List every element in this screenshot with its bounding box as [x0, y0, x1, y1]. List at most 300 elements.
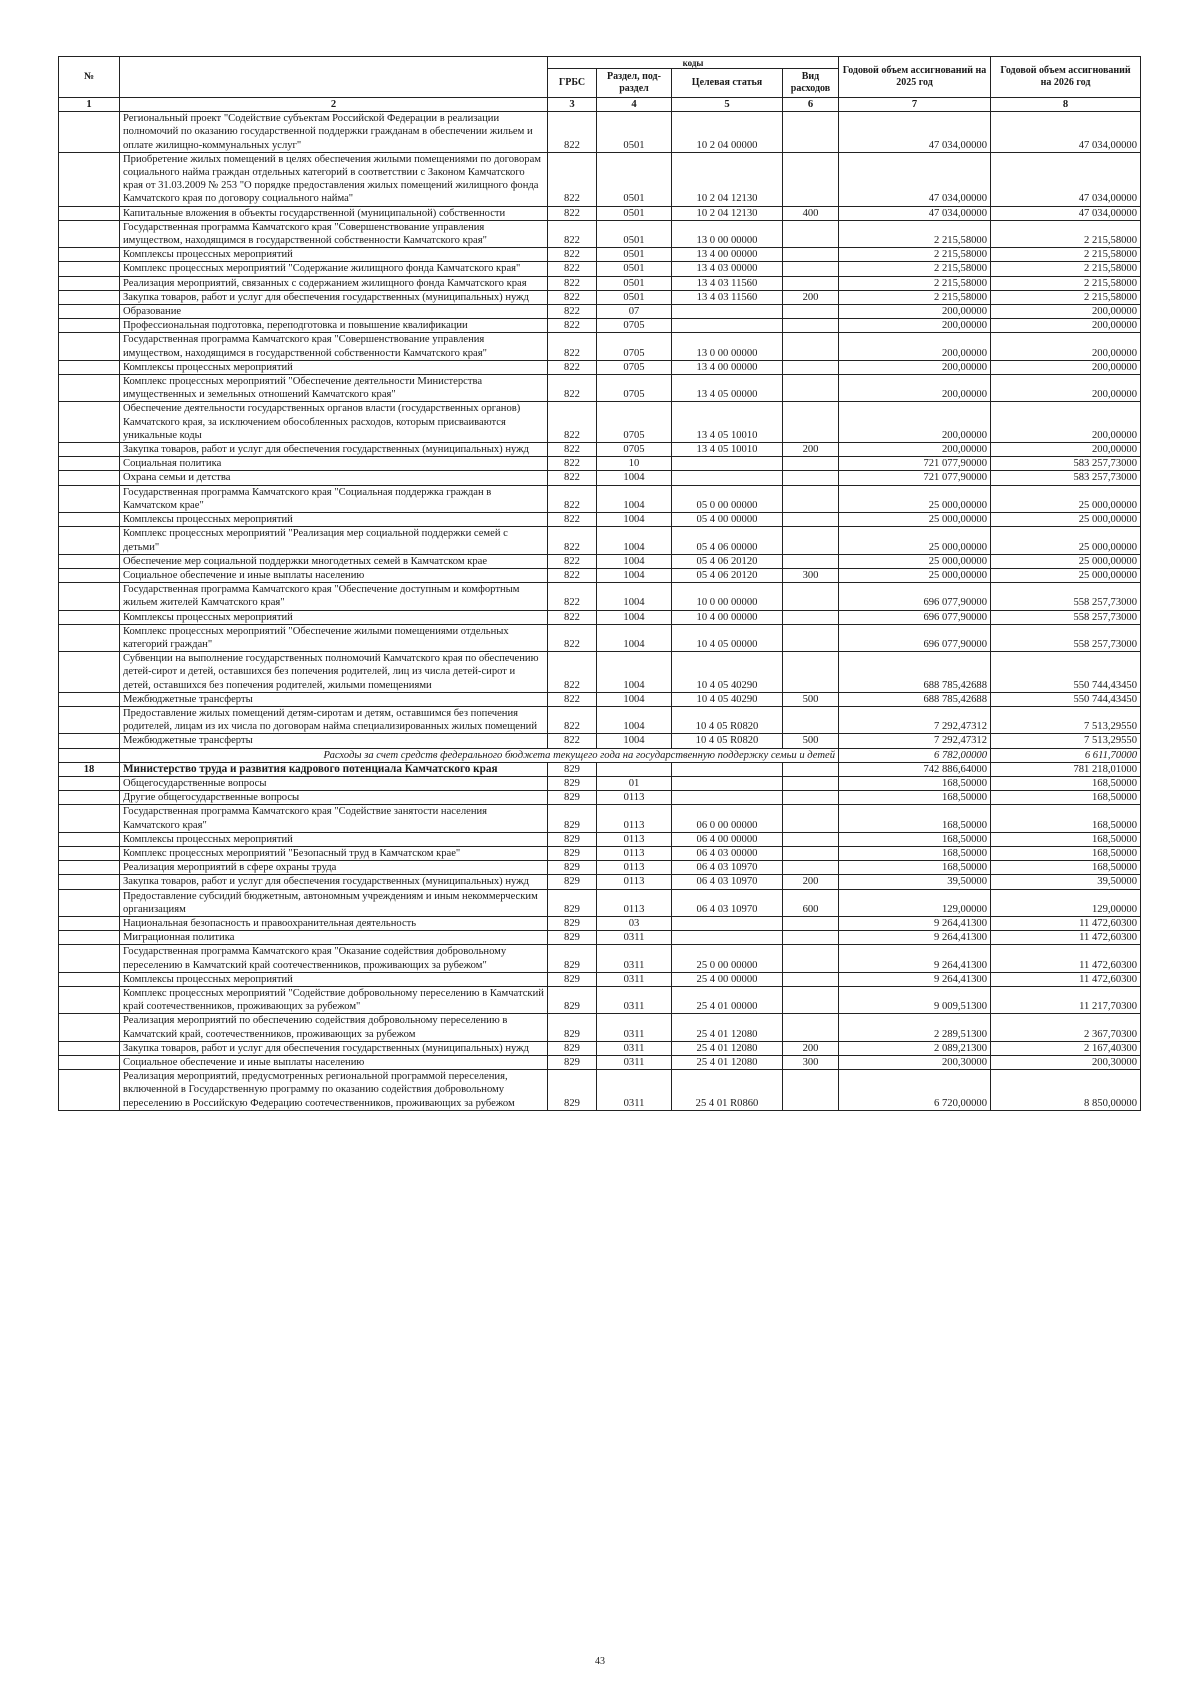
value-2026: 168,50000	[991, 791, 1141, 805]
row-number	[59, 1070, 120, 1111]
row-number	[59, 832, 120, 846]
row-number	[59, 610, 120, 624]
table-row	[59, 513, 1141, 527]
value-2025: 6 782,00000	[839, 748, 991, 762]
expense-type-code	[783, 485, 839, 512]
table-row	[59, 375, 1141, 402]
value-2025: 2 215,58000	[839, 290, 991, 304]
header-vol-2025: Годовой объем ассигнований на 2025 год	[839, 57, 991, 98]
target-code: 05 4 06 20120	[672, 554, 783, 568]
section-code: 0501	[597, 220, 672, 247]
expense-type-code	[783, 375, 839, 402]
value-2025: 9 264,41300	[839, 931, 991, 945]
row-name: Комплексы процессных мероприятий	[120, 832, 548, 846]
grbs-code: 822	[548, 360, 597, 374]
value-2026: 25 000,00000	[991, 568, 1141, 582]
value-2026: 200,00000	[991, 319, 1141, 333]
table-row	[59, 692, 1141, 706]
section-code: 0705	[597, 319, 672, 333]
value-2026: 168,50000	[991, 776, 1141, 790]
value-2026: 7 513,29550	[991, 706, 1141, 733]
grbs-code: 822	[548, 513, 597, 527]
row-number	[59, 652, 120, 693]
grbs-code: 829	[548, 846, 597, 860]
section-code: 1004	[597, 471, 672, 485]
grbs-code: 822	[548, 220, 597, 247]
header-section: Раздел, под-раздел	[597, 69, 672, 98]
row-number	[59, 152, 120, 206]
grbs-code: 822	[548, 206, 597, 220]
row-name: Миграционная политика	[120, 931, 548, 945]
value-2026: 39,50000	[991, 875, 1141, 889]
column-number: 8	[991, 98, 1141, 112]
value-2026: 200,30000	[991, 1056, 1141, 1070]
grbs-code: 829	[548, 875, 597, 889]
target-code: 13 4 05 10010	[672, 402, 783, 443]
row-number	[59, 457, 120, 471]
section-code: 0311	[597, 945, 672, 972]
table-row	[59, 1041, 1141, 1055]
row-number	[59, 692, 120, 706]
value-2025: 168,50000	[839, 832, 991, 846]
value-2025: 7 292,47312	[839, 706, 991, 733]
row-name: Национальная безопасность и правоохранительная деятельность	[120, 916, 548, 930]
value-2025: 200,30000	[839, 1056, 991, 1070]
section-code: 1004	[597, 513, 672, 527]
expense-type-code	[783, 220, 839, 247]
value-2025: 688 785,42688	[839, 652, 991, 693]
grbs-code: 822	[548, 610, 597, 624]
table-row	[59, 152, 1141, 206]
table-row	[59, 471, 1141, 485]
target-code: 25 4 01 00000	[672, 987, 783, 1014]
section-code: 1004	[597, 610, 672, 624]
section-code: 1004	[597, 692, 672, 706]
section-code: 10	[597, 457, 672, 471]
row-number	[59, 513, 120, 527]
section-code: 03	[597, 916, 672, 930]
row-number	[59, 527, 120, 554]
table-row	[59, 931, 1141, 945]
grbs-code: 829	[548, 805, 597, 832]
value-2026: 11 472,60300	[991, 972, 1141, 986]
value-2025: 9 264,41300	[839, 916, 991, 930]
target-code: 13 4 00 00000	[672, 248, 783, 262]
expense-type-code	[783, 931, 839, 945]
value-2026: 2 367,70300	[991, 1014, 1141, 1041]
row-number	[59, 889, 120, 916]
target-code: 10 4 05 R0820	[672, 734, 783, 748]
expense-type-code	[783, 319, 839, 333]
row-name: Комплексы процессных мероприятий	[120, 513, 548, 527]
value-2026: 781 218,01000	[991, 762, 1141, 776]
section-code: 1004	[597, 706, 672, 733]
value-2025: 200,00000	[839, 375, 991, 402]
section-code: 0501	[597, 262, 672, 276]
target-code: 13 4 03 11560	[672, 276, 783, 290]
target-code	[672, 457, 783, 471]
row-number	[59, 290, 120, 304]
row-number	[59, 360, 120, 374]
value-2026: 583 257,73000	[991, 457, 1141, 471]
grbs-code: 829	[548, 916, 597, 930]
column-number: 7	[839, 98, 991, 112]
section-code	[597, 762, 672, 776]
section-code: 1004	[597, 583, 672, 610]
value-2025: 200,00000	[839, 402, 991, 443]
row-name: Министерство труда и развития кадрового потенциала Камчатского края	[120, 762, 548, 776]
value-2026: 200,00000	[991, 402, 1141, 443]
target-code: 10 2 04 00000	[672, 112, 783, 153]
expense-type-code	[783, 945, 839, 972]
value-2025: 47 034,00000	[839, 112, 991, 153]
grbs-code: 829	[548, 945, 597, 972]
section-code: 0113	[597, 805, 672, 832]
value-2026: 25 000,00000	[991, 485, 1141, 512]
row-name: Реализация мероприятий по обеспечению содействия добровольному переселению в Камчатский край, соотечественников, проживающих за рубежом	[120, 1014, 548, 1041]
grbs-code: 822	[548, 262, 597, 276]
target-code: 25 0 00 00000	[672, 945, 783, 972]
target-code	[672, 471, 783, 485]
row-name: Комплексы процессных мероприятий	[120, 248, 548, 262]
target-code	[672, 319, 783, 333]
grbs-code: 822	[548, 554, 597, 568]
section-code: 0501	[597, 290, 672, 304]
target-code: 05 0 00 00000	[672, 485, 783, 512]
row-name: Комплексы процессных мероприятий	[120, 360, 548, 374]
expense-type-code	[783, 776, 839, 790]
value-2025: 200,00000	[839, 360, 991, 374]
row-name: Социальная политика	[120, 457, 548, 471]
value-2026: 558 257,73000	[991, 610, 1141, 624]
header-num: №	[59, 57, 120, 98]
row-number	[59, 791, 120, 805]
row-name: Государственная программа Камчатского края "Оказание содействия добровольному переселению в Камчатский край соотечественников, проживающих за рубежом"	[120, 945, 548, 972]
table-row	[59, 1070, 1141, 1111]
table-row	[59, 485, 1141, 512]
value-2026: 200,00000	[991, 375, 1141, 402]
row-number	[59, 972, 120, 986]
row-number	[59, 1041, 120, 1055]
row-name: Комплекс процессных мероприятий "Реализация мер социальной поддержки семей с детьми"	[120, 527, 548, 554]
row-name: Межбюджетные трансферты	[120, 692, 548, 706]
value-2025: 2 215,58000	[839, 220, 991, 247]
section-code: 0311	[597, 1070, 672, 1111]
value-2026: 2 215,58000	[991, 290, 1141, 304]
row-name: Образование	[120, 305, 548, 319]
value-2025: 2 215,58000	[839, 276, 991, 290]
section-code: 0501	[597, 206, 672, 220]
grbs-code: 829	[548, 889, 597, 916]
row-number	[59, 485, 120, 512]
value-2026: 47 034,00000	[991, 152, 1141, 206]
row-number	[59, 706, 120, 733]
grbs-code: 822	[548, 305, 597, 319]
value-2026: 25 000,00000	[991, 554, 1141, 568]
row-number	[59, 305, 120, 319]
table-row	[59, 734, 1141, 748]
grbs-code: 822	[548, 734, 597, 748]
value-2026: 200,00000	[991, 360, 1141, 374]
expense-type-code	[783, 402, 839, 443]
row-name: Комплекс процессных мероприятий "Содействие добровольному переселению в Камчатский край соотечественников, проживающих за рубежом"	[120, 987, 548, 1014]
row-name: Комплекс процессных мероприятий "Содержание жилищного фонда Камчатского края"	[120, 262, 548, 276]
grbs-code: 822	[548, 485, 597, 512]
table-row	[59, 276, 1141, 290]
section-code: 1004	[597, 624, 672, 651]
value-2025: 696 077,90000	[839, 624, 991, 651]
budget-table	[58, 56, 1141, 1111]
section-code: 07	[597, 305, 672, 319]
row-number	[59, 206, 120, 220]
expense-type-code: 500	[783, 734, 839, 748]
row-number	[59, 748, 120, 762]
value-2025: 688 785,42688	[839, 692, 991, 706]
expense-type-code: 500	[783, 692, 839, 706]
row-name: Реализация мероприятий, предусмотренных региональной программой переселения, включенной в Государственную программу по оказанию содействия добровольному переселению в Российскую Федерацию соотечественников, проживающих за рубежом	[120, 1070, 548, 1111]
table-row	[59, 443, 1141, 457]
expense-type-code	[783, 846, 839, 860]
expense-type-code: 200	[783, 1041, 839, 1055]
target-code: 13 4 00 00000	[672, 360, 783, 374]
row-number	[59, 276, 120, 290]
value-2025: 168,50000	[839, 776, 991, 790]
expense-type-code: 300	[783, 568, 839, 582]
target-code: 10 4 05 00000	[672, 624, 783, 651]
grbs-code: 822	[548, 652, 597, 693]
value-2026: 2 215,58000	[991, 248, 1141, 262]
expense-type-code	[783, 554, 839, 568]
grbs-code: 829	[548, 972, 597, 986]
target-code: 10 0 00 00000	[672, 583, 783, 610]
expense-type-code	[783, 805, 839, 832]
grbs-code: 829	[548, 861, 597, 875]
value-2026: 6 611,70000	[991, 748, 1141, 762]
grbs-code: 822	[548, 290, 597, 304]
value-2026: 11 472,60300	[991, 931, 1141, 945]
expense-type-code	[783, 791, 839, 805]
value-2026: 2 215,58000	[991, 276, 1141, 290]
target-code	[672, 791, 783, 805]
target-code: 06 4 00 00000	[672, 832, 783, 846]
grbs-code: 822	[548, 333, 597, 360]
row-name: Субвенции на выполнение государственных полномочий Камчатского края по обеспечению детей-сирот и детей, оставшихся без попечения родителей, лиц из числа детей-сирот и детей, оставшихся без попечения родителей, жилыми помещениями	[120, 652, 548, 693]
header-expense-type: Вид расходов	[783, 69, 839, 98]
row-number	[59, 568, 120, 582]
value-2025: 39,50000	[839, 875, 991, 889]
row-number	[59, 931, 120, 945]
table-row	[59, 776, 1141, 790]
expense-type-code: 200	[783, 875, 839, 889]
expense-type-code	[783, 583, 839, 610]
value-2026: 200,00000	[991, 443, 1141, 457]
expense-type-code	[783, 248, 839, 262]
row-name: Охрана семьи и детства	[120, 471, 548, 485]
expense-type-code	[783, 972, 839, 986]
table-row	[59, 248, 1141, 262]
target-code	[672, 916, 783, 930]
expense-type-code	[783, 1070, 839, 1111]
table-row	[59, 861, 1141, 875]
section-code: 1004	[597, 652, 672, 693]
target-code: 25 4 00 00000	[672, 972, 783, 986]
value-2026: 11 472,60300	[991, 916, 1141, 930]
expense-type-code	[783, 305, 839, 319]
row-number	[59, 402, 120, 443]
grbs-code: 829	[548, 762, 597, 776]
value-2025: 721 077,90000	[839, 457, 991, 471]
row-name: Государственная программа Камчатского края "Обеспечение доступным и комфортным жильем жителей Камчатского края"	[120, 583, 548, 610]
section-code: 1004	[597, 568, 672, 582]
value-2025: 2 289,51300	[839, 1014, 991, 1041]
target-code: 10 4 00 00000	[672, 610, 783, 624]
row-name: Предоставление жилых помещений детям-сиротам и детям, оставшимся без попечения родителей, лицам из их числа по договорам найма специализированных жилых помещений	[120, 706, 548, 733]
table-row	[59, 805, 1141, 832]
value-2025: 168,50000	[839, 791, 991, 805]
table-row	[59, 305, 1141, 319]
value-2025: 742 886,64000	[839, 762, 991, 776]
value-2025: 47 034,00000	[839, 152, 991, 206]
row-name: Региональный проект "Содействие субъектам Российской Федерации в реализации полномочий по оказанию государственной поддержки гражданам в обеспечении жильем и оплате жилищно-коммунальных услуг"	[120, 112, 548, 153]
table-row	[59, 583, 1141, 610]
row-name: Обеспечение мер социальной поддержки многодетных семей в Камчатском крае	[120, 554, 548, 568]
table-row	[59, 319, 1141, 333]
row-number	[59, 554, 120, 568]
value-2025: 25 000,00000	[839, 513, 991, 527]
row-name: Закупка товаров, работ и услуг для обеспечения государственных (муниципальных) нужд	[120, 443, 548, 457]
page-number: 43	[595, 1656, 605, 1667]
section-code: 0113	[597, 875, 672, 889]
row-number	[59, 846, 120, 860]
row-name: Приобретение жилых помещений в целях обеспечения жилыми помещениями по договорам социального найма граждан отдельных категорий в соответствии с Законом Камчатского края от 31.03.2009 № 253 "О порядке предоставления жилых помещений жилищного фонда Камчатского края по договору социального найма"	[120, 152, 548, 206]
target-code: 10 4 05 40290	[672, 692, 783, 706]
column-number: 5	[672, 98, 783, 112]
value-2026: 2 215,58000	[991, 262, 1141, 276]
value-2026: 129,00000	[991, 889, 1141, 916]
section-code: 0311	[597, 931, 672, 945]
grbs-code: 822	[548, 692, 597, 706]
row-number	[59, 945, 120, 972]
target-code: 13 4 05 00000	[672, 375, 783, 402]
value-2025: 2 215,58000	[839, 248, 991, 262]
table-row	[59, 206, 1141, 220]
column-number: 4	[597, 98, 672, 112]
value-2026: 11 217,70300	[991, 987, 1141, 1014]
row-number: 18	[59, 762, 120, 776]
grbs-code: 829	[548, 832, 597, 846]
table-row	[59, 846, 1141, 860]
value-2026: 8 850,00000	[991, 1070, 1141, 1111]
grbs-code: 829	[548, 1041, 597, 1055]
row-name: Закупка товаров, работ и услуг для обеспечения государственных (муниципальных) нужд	[120, 1041, 548, 1055]
table-row	[59, 652, 1141, 693]
value-2025: 25 000,00000	[839, 485, 991, 512]
value-2025: 25 000,00000	[839, 554, 991, 568]
row-name: Комплекс процессных мероприятий "Обеспечение деятельности Министерства имущественных и земельных отношений Камчатского края"	[120, 375, 548, 402]
expense-type-code	[783, 333, 839, 360]
section-code: 0113	[597, 861, 672, 875]
target-code: 25 4 01 12080	[672, 1014, 783, 1041]
section-code: 0311	[597, 1041, 672, 1055]
value-2025: 168,50000	[839, 846, 991, 860]
row-name: Другие общегосударственные вопросы	[120, 791, 548, 805]
section-code: 01	[597, 776, 672, 790]
section-code: 0113	[597, 832, 672, 846]
table-row	[59, 624, 1141, 651]
row-name: Комплексы процессных мероприятий	[120, 610, 548, 624]
table-row	[59, 360, 1141, 374]
expense-type-code	[783, 832, 839, 846]
table-row	[59, 262, 1141, 276]
row-number	[59, 776, 120, 790]
target-code: 25 4 01 12080	[672, 1056, 783, 1070]
row-name: Государственная программа Камчатского края "Совершенствование управления имуществом, находящимся в государственной собственности Камчатского края"	[120, 333, 548, 360]
section-code: 0501	[597, 276, 672, 290]
grbs-code: 822	[548, 583, 597, 610]
row-number	[59, 1056, 120, 1070]
value-2026: 558 257,73000	[991, 583, 1141, 610]
row-name: Социальное обеспечение и иные выплаты населению	[120, 1056, 548, 1070]
row-name: Государственная программа Камчатского края "Совершенствование управления имуществом, находящимся в государственной собственности Камчатского края"	[120, 220, 548, 247]
value-2026: 558 257,73000	[991, 624, 1141, 651]
section-code: 0311	[597, 987, 672, 1014]
target-code: 25 4 01 R0860	[672, 1070, 783, 1111]
row-name: Предоставление субсидий бюджетным, автономным учреждениям и иным некоммерческим организациям	[120, 889, 548, 916]
value-2025: 200,00000	[839, 319, 991, 333]
value-2026: 550 744,43450	[991, 692, 1141, 706]
row-number	[59, 1014, 120, 1041]
row-name: Общегосударственные вопросы	[120, 776, 548, 790]
target-code: 06 4 03 10970	[672, 861, 783, 875]
section-code: 0705	[597, 443, 672, 457]
row-number	[59, 805, 120, 832]
grbs-code: 829	[548, 987, 597, 1014]
value-2025: 9 264,41300	[839, 945, 991, 972]
grbs-code: 822	[548, 375, 597, 402]
grbs-code: 822	[548, 276, 597, 290]
expense-type-code	[783, 652, 839, 693]
table-row	[59, 972, 1141, 986]
value-2026: 47 034,00000	[991, 206, 1141, 220]
row-name: Реализация мероприятий в сфере охраны труда	[120, 861, 548, 875]
value-2026: 200,00000	[991, 333, 1141, 360]
section-code: 0705	[597, 333, 672, 360]
header-vol-2026: Годовой объем ассигнований на 2026 год	[991, 57, 1141, 98]
grbs-code: 829	[548, 776, 597, 790]
value-2025: 2 215,58000	[839, 262, 991, 276]
table-row	[59, 402, 1141, 443]
column-number: 2	[120, 98, 548, 112]
value-2026: 168,50000	[991, 846, 1141, 860]
value-2025: 168,50000	[839, 861, 991, 875]
row-number	[59, 875, 120, 889]
section-code: 0311	[597, 1014, 672, 1041]
table-row	[59, 457, 1141, 471]
header-name	[120, 57, 548, 98]
target-code: 13 4 05 10010	[672, 443, 783, 457]
row-name: Реализация мероприятий, связанных с содержанием жилищного фонда Камчатского края	[120, 276, 548, 290]
row-name: Закупка товаров, работ и услуг для обеспечения государственных (муниципальных) нужд	[120, 875, 548, 889]
target-code: 05 4 06 00000	[672, 527, 783, 554]
header-row-1	[59, 57, 1141, 69]
row-name: Обеспечение деятельности государственных органов власти (государственных органов) Камчатского края, за исключением обособленных расходов, которым присваиваются уникальные коды	[120, 402, 548, 443]
value-2025: 47 034,00000	[839, 206, 991, 220]
section-code: 0311	[597, 1056, 672, 1070]
value-2026: 2 167,40300	[991, 1041, 1141, 1055]
row-name: Социальное обеспечение и иные выплаты населению	[120, 568, 548, 582]
section-code: 0705	[597, 375, 672, 402]
section-code: 0705	[597, 402, 672, 443]
